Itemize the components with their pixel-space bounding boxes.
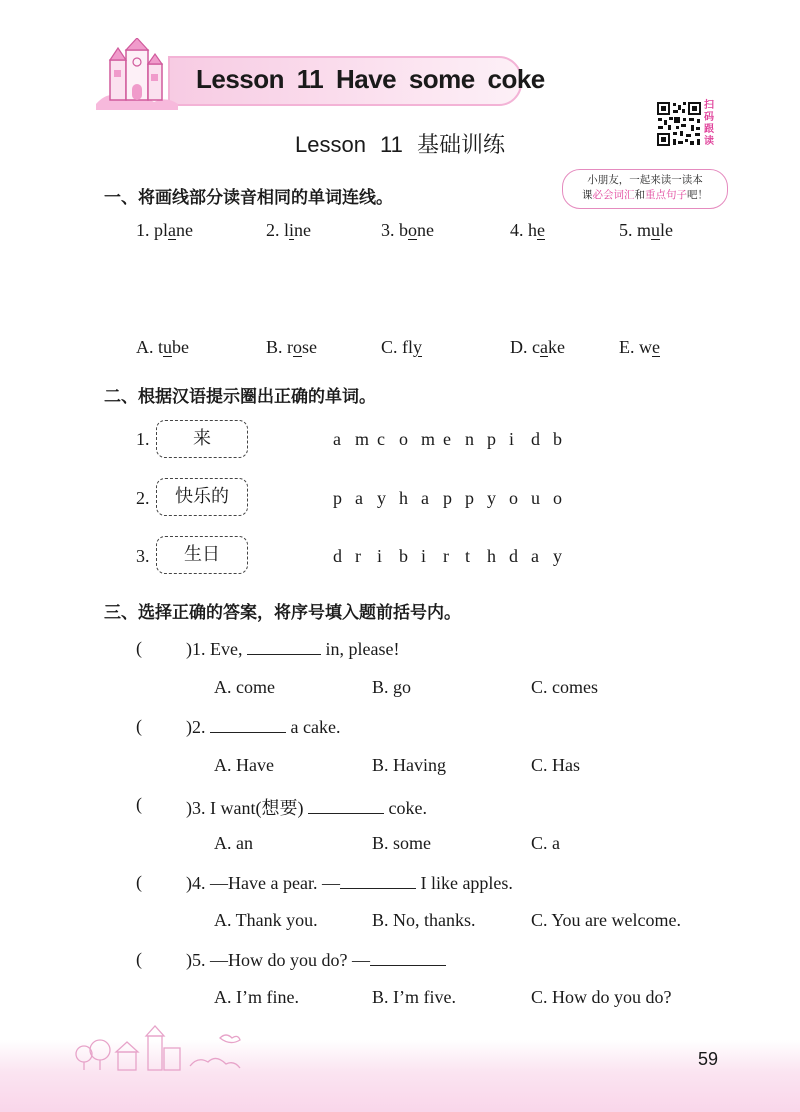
answer-blank [340,872,416,889]
option-b: B. Having [372,755,446,775]
option-b: B. I’m five. [372,987,456,1007]
question-3: )3. I want(想要) coke. [186,798,427,818]
option-a: A. Have [214,755,274,775]
answer-paren: ( [136,638,142,658]
page-number: 59 [698,1049,719,1069]
word-d: D. cake [510,337,565,357]
word-e: E. we [619,337,660,357]
option-b: B. go [372,677,412,697]
option-a: A. an [214,833,253,853]
item-number: 1. [136,429,150,449]
castle-icon [90,38,180,110]
question-4: )4. —Have a pear. — I like apples. [186,873,513,893]
option-c: C. Has [531,755,580,775]
reading-tip-bubble [562,169,728,209]
letter-row-1: a m c o m e n p i d b [333,429,562,449]
qr-scan-label: 扫码跟读 [704,100,714,147]
answer-blank [210,716,286,733]
word-c: C. fly [381,337,423,357]
option-c: C. comes [531,677,598,697]
answer-blank [370,949,446,966]
answer-paren: ( [136,794,142,814]
page-subtitle: Lesson 11 基础训练 [294,132,505,157]
word-5: 5. mule [619,220,674,240]
option-b: B. some [372,833,432,853]
town-illustration-icon [70,1022,250,1072]
option-b: B. No, thanks. [372,910,476,930]
lesson-title: Lesson 11 Have some coke [196,64,545,94]
word-4: 4. he [510,220,545,240]
answer-blank [308,797,384,814]
option-c: C. a [531,833,560,853]
option-c: C. How do you do? [531,987,672,1007]
section-1-title: 一、将画线部分读音相同的单词连线。 [104,188,393,208]
letter-row-3: d r i b i r t h d a y [333,546,562,566]
question-2: )2. a cake. [186,717,341,737]
word-2: 2. line [266,220,312,240]
word-a: A. tube [136,337,190,357]
item-number: 3. [136,546,150,566]
bubble-line-1: 小朋友，一起来读一读本 [587,174,703,186]
bubble-line-2: 课必会词汇和重点句子吧！ [582,189,708,201]
option-a: A. Thank you. [214,910,318,930]
answer-paren: ( [136,949,142,969]
letter-row-2: p a y h a p p y o u o [333,488,562,508]
question-5: )5. —How do you do? — [186,949,446,971]
word-3: 3. bone [381,220,434,240]
hint-box: 来 [156,420,248,458]
answer-paren: ( [136,716,142,736]
option-a: A. I’m fine. [214,987,299,1007]
word-b: B. rose [266,337,318,357]
word-1: 1. plane [136,220,194,240]
item-number: 2. [136,488,150,508]
option-c: C. You are welcome. [531,910,681,930]
section-2-title: 二、根据汉语提示圈出正确的单词。 [104,387,376,407]
qr-code-icon[interactable] [656,101,702,147]
hint-box: 生日 [156,536,248,574]
answer-paren: ( [136,872,142,892]
answer-blank [247,638,321,655]
section-3-title: 三、选择正确的答案，将序号填入题前括号内。 [104,603,461,623]
hint-box: 快乐的 [156,478,248,516]
question-1: )1. Eve, in, please! [186,639,400,659]
option-a: A. come [214,677,275,697]
